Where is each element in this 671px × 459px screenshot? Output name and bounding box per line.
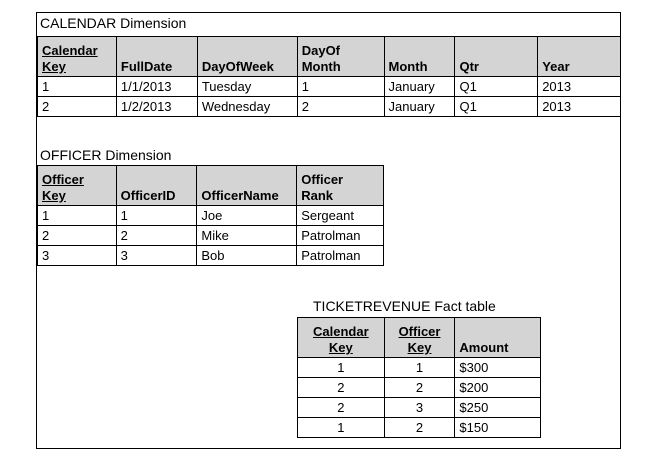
- ticketrevenue-table-cell: 2: [384, 378, 455, 398]
- calendar-table-header: [38, 37, 621, 77]
- officer-header-cell: [38, 166, 117, 206]
- calendar-header-line2: DayOfWeek: [201, 59, 274, 74]
- calendar-header-cell: [197, 37, 297, 77]
- calendar-header-line2: Month: [301, 59, 341, 74]
- calendar-table-cell: 2013: [538, 77, 621, 97]
- officer-table-cell: Patrolman: [297, 226, 384, 246]
- officer-header-line2: Key: [42, 188, 66, 203]
- officer-header-cell: [197, 166, 297, 206]
- fact-table-header: [298, 318, 541, 358]
- ticketrevenue-table-cell: 2: [298, 378, 385, 398]
- officer-table-cell: 2: [38, 226, 117, 246]
- calendar-table-cell: January: [384, 97, 455, 117]
- ticketrevenue-table-row: [298, 358, 541, 378]
- fact-table-body: [298, 358, 541, 438]
- calendar-header-cell: [297, 37, 384, 77]
- officer-table-cell: 2: [116, 226, 197, 246]
- calendar-table-cell: Q1: [455, 97, 538, 117]
- calendar-table-row: [38, 77, 621, 97]
- ticketrevenue-table-cell: $150: [455, 418, 541, 438]
- calendar-header-line1: DayOf: [301, 43, 341, 58]
- officer-table-cell: 3: [38, 246, 117, 266]
- officer-table-cell: Mike: [197, 226, 297, 246]
- ticketrevenue-fact-title: TICKETREVENUE Fact table: [313, 298, 496, 314]
- officer-table-row: [38, 246, 384, 266]
- calendar-table-body: [38, 77, 621, 117]
- calendar-header-cell: [384, 37, 455, 77]
- ticketrevenue-table-row: [298, 378, 541, 398]
- officer-table-cell: Patrolman: [297, 246, 384, 266]
- calendar-header-line2: Key: [42, 59, 66, 74]
- ticketrevenue-table-row: [298, 398, 541, 418]
- ticketrevenue-header-line1: Officer: [398, 324, 441, 339]
- officer-header-cell: [116, 166, 197, 206]
- ticketrevenue-fact-table: [297, 317, 541, 438]
- calendar-table-cell: 2013: [538, 97, 621, 117]
- calendar-table-cell: 1/2/2013: [116, 97, 197, 117]
- calendar-table-cell: 2: [297, 97, 384, 117]
- officer-header-cell: [297, 166, 384, 206]
- ticketrevenue-table-cell: 2: [298, 398, 385, 418]
- officer-header-line2: OfficerName: [201, 188, 279, 203]
- officer-table-cell: 3: [116, 246, 197, 266]
- ticketrevenue-header-cell: [384, 318, 455, 358]
- calendar-header-line2: FullDate: [120, 59, 173, 74]
- officer-header-line2: OfficerID: [120, 188, 176, 203]
- officer-dimension-title: OFFICER Dimension: [40, 147, 172, 163]
- calendar-header-cell: [38, 37, 117, 77]
- calendar-table-cell: Tuesday: [197, 77, 297, 97]
- officer-header-line1: Officer: [301, 172, 344, 187]
- calendar-header-line2: Month: [388, 59, 428, 74]
- calendar-table-cell: January: [384, 77, 455, 97]
- ticketrevenue-header-cell: [298, 318, 385, 358]
- officer-table-cell: Joe: [197, 206, 297, 226]
- officer-dimension-table: [37, 165, 384, 266]
- calendar-header-cell: [455, 37, 538, 77]
- ticketrevenue-table-cell: $300: [455, 358, 541, 378]
- officer-header-line1: Officer: [42, 172, 84, 187]
- ticketrevenue-table-row: [298, 418, 541, 438]
- calendar-table-cell: 1: [297, 77, 384, 97]
- calendar-header-cell: [538, 37, 621, 77]
- ticketrevenue-header-cell: [455, 318, 541, 358]
- ticketrevenue-table-cell: $250: [455, 398, 541, 418]
- officer-table-header: [38, 166, 384, 206]
- ticketrevenue-table-cell: 1: [298, 358, 385, 378]
- ticketrevenue-table-cell: 2: [384, 418, 455, 438]
- calendar-header-line2: Year: [542, 59, 570, 74]
- officer-table-row: [38, 226, 384, 246]
- calendar-dimension-table: [37, 36, 621, 117]
- ticketrevenue-header-line2: Key: [407, 340, 432, 355]
- calendar-table-cell: 2: [38, 97, 117, 117]
- calendar-table-cell: 1/1/2013: [116, 77, 197, 97]
- calendar-header-cell: [116, 37, 197, 77]
- officer-table-cell: Bob: [197, 246, 297, 266]
- calendar-table-cell: Wednesday: [197, 97, 297, 117]
- ticketrevenue-table-cell: $200: [455, 378, 541, 398]
- ticketrevenue-header-line2: Key: [328, 340, 353, 355]
- calendar-header-line2: Qtr: [459, 59, 479, 74]
- officer-table-cell: Sergeant: [297, 206, 384, 226]
- ticketrevenue-table-cell: 1: [384, 358, 455, 378]
- officer-header-line2: Rank: [301, 188, 333, 203]
- calendar-table-row: [38, 97, 621, 117]
- officer-table-body: [38, 206, 384, 266]
- calendar-header-line1: Calendar: [42, 43, 98, 58]
- ticketrevenue-header-line1: Calendar: [313, 324, 369, 339]
- ticketrevenue-header-line2: Amount: [459, 340, 509, 355]
- officer-table-row: [38, 206, 384, 226]
- calendar-dimension-title: CALENDAR Dimension: [40, 15, 187, 31]
- calendar-table-cell: 1: [38, 77, 117, 97]
- calendar-table-cell: Q1: [455, 77, 538, 97]
- officer-table-cell: 1: [116, 206, 197, 226]
- ticketrevenue-table-cell: 1: [298, 418, 385, 438]
- ticketrevenue-table-cell: 3: [384, 398, 455, 418]
- officer-table-cell: 1: [38, 206, 117, 226]
